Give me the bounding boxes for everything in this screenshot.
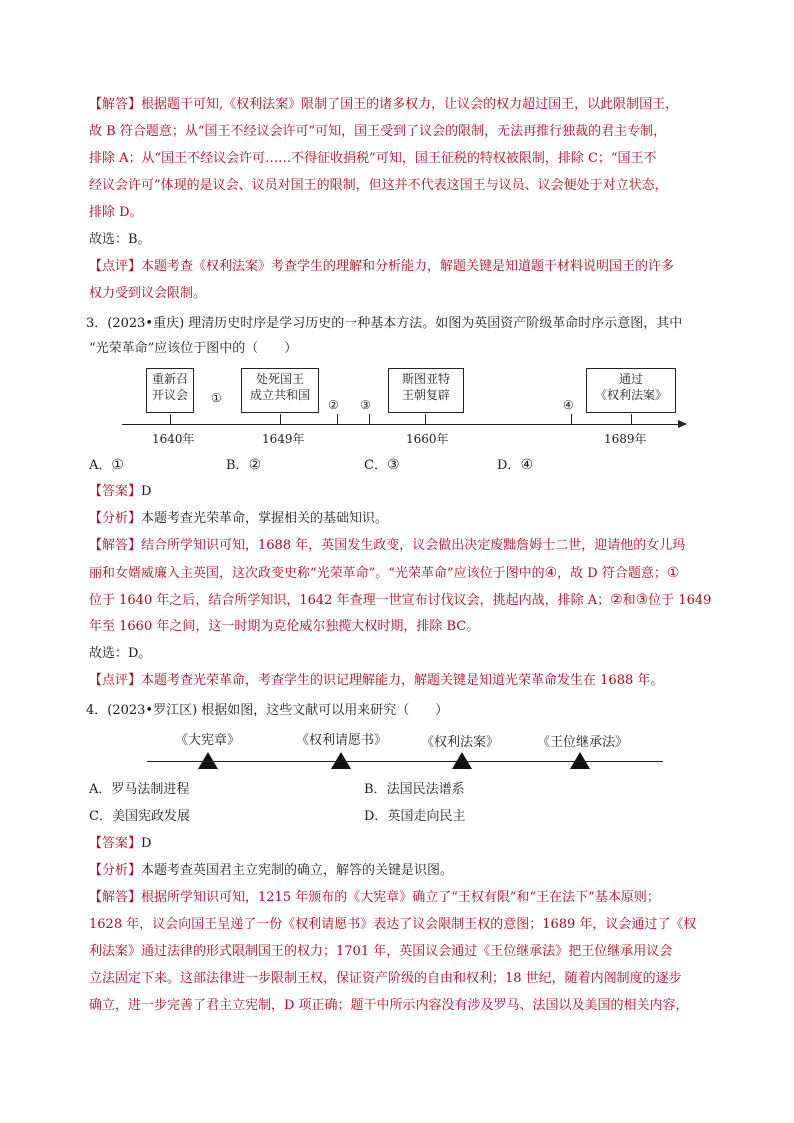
q3-option-d: D．④ [497, 457, 533, 473]
tl-year-3: 1660年 [406, 432, 449, 446]
q4-solution-1: 【解答】根据所学知识可知，1215 年颁布的《大宪章》确立了“王权有限”和“王在法下”基本原则； [89, 890, 660, 905]
tl-tick [369, 414, 370, 424]
tl-arrow-icon [678, 420, 687, 428]
q3-solution-3: 位于 1640 年之后，结合所学知识，1642 年查理一世宣布讨伐议会，挑起内战，排除 A；②和③位于 1649 [89, 592, 712, 608]
q4-solution-5: 确立，进一步完善了君主立宪制，D 项正确；题干中所示内容没有涉及罗马、法国以及美国的相关内容， [89, 998, 689, 1013]
q4-doc-3: 《权利法案》 [421, 735, 500, 750]
q3-solution-4: 年至 1660 年之间，这一时期为克伦威尔独揽大权时期，排除 BC。 [89, 619, 480, 634]
tl-year-2: 1649年 [262, 432, 305, 446]
tl-tick [631, 414, 632, 424]
answer-line-1: 【解答】根据题干可知,《权利法案》限制了国王的诸多权力，让议会的权力超过国王，以此限制国王， [89, 97, 679, 112]
tl-marker-2: ② [328, 398, 339, 412]
tl-marker-1: ① [211, 391, 222, 405]
tl-event-1: 重新召 开议会 [146, 368, 194, 413]
q3-solution-1: 【解答】结合所学知识可知，1688 年，英国发生政变，议会做出决定废黜詹姆士二世，迎请他的女儿玛 [89, 538, 686, 553]
comment-tag: 【点评】 [89, 259, 142, 274]
answer-line-5: 排除 D。 [89, 205, 143, 220]
q4-solution-3: 利法案》通过法律的形式限制国王的权力；1701 年，英国议会通过《王位继承法》把王位继承用议会 [89, 944, 673, 959]
tl-tick [571, 414, 572, 424]
q4-solution-2: 1628 年，议会向国王呈递了一份《权利请愿书》表达了议会限制王权的意图；1689 年，议会通过了《权 [89, 917, 697, 932]
q4-option-c: C．美国宪政发展 [89, 809, 190, 824]
q3-answer: 【答案】D [89, 484, 152, 499]
q3-stem-2: “光荣革命”应该位于图中的（ ） [89, 341, 298, 356]
answer-line-2: 故 B 符合题意；从“国王不经议会许可”可知，国王受到了议会的限制，无法再推行独裁的君主专制， [89, 124, 667, 139]
tl-event-2: 处死国王 成立共和国 [241, 368, 319, 413]
tl-event-4: 通过 《权利法案》 [586, 368, 676, 413]
answer-line-3: 排除 A；从“国王不经议会许可……不得征收捐税”可知，国王征税的特权被限制，排除 C；“国王不 [89, 151, 657, 166]
tl-event-3: 斯图亚特 王朝复辟 [388, 368, 464, 413]
tl-marker-3: ③ [360, 398, 371, 412]
tl-tick [425, 414, 426, 424]
q3-stem-1: 3．(2023•重庆) 理清历史时序是学习历史的一种基本方法。如图为英国资产阶级革命时序示意图，其中 [86, 316, 683, 331]
tl-tick [170, 414, 171, 424]
q3-option-c: C．③ [364, 457, 400, 473]
tl-axis [122, 424, 680, 425]
q4-option-d: D．英国走向民主 [364, 809, 466, 824]
comment-line-1: 【点评】本题考查《权利法案》考查学生的理解和分析能力，解题关键是知道题干材料说明国王的许多 [89, 259, 675, 274]
answer-tag: 【解答】 [89, 97, 142, 112]
q3-analysis: 【分析】本题考查光荣革命，掌握相关的基础知识。 [89, 511, 389, 526]
q3-solution-2: 丽和女婿威廉入主英国，这次政变史称“光荣革命”。“光荣革命”应该位于图中的④，故 D 符合题意；① [89, 565, 680, 581]
comment-line-2: 权力受到议会限制。 [89, 286, 207, 301]
q4-option-a: A．罗马法制进程 [89, 782, 190, 797]
q4-stem: 4．(2023•罗江区) 根据如图，这些文献可以用来研究（ ） [86, 703, 449, 718]
q4-doc-4: 《王位继承法》 [537, 735, 629, 750]
q4-option-b: B．法国民法谱系 [364, 782, 465, 797]
tl-year-1: 1640年 [152, 432, 195, 446]
tl-year-4: 1689年 [604, 432, 647, 446]
q4-answer: 【答案】D [89, 836, 152, 851]
choice-line: 故选：B。 [89, 232, 151, 247]
q4-doc-1: 《大宪章》 [175, 733, 241, 748]
q3-option-a: A．① [89, 457, 124, 473]
q4-doc-2: 《权利请愿书》 [296, 733, 388, 748]
tl-tick [280, 414, 281, 424]
q3-choice: 故选：D。 [89, 646, 152, 661]
q4-solution-4: 立法固定下来。这部法律进一步限制王权，保证资产阶级的自由和权利；18 世纪，随着内阁制度的逐步 [89, 971, 682, 986]
tl-marker-4: ④ [563, 398, 574, 412]
q3-option-b: B．② [226, 457, 262, 473]
q4-axis [147, 761, 663, 762]
answer-line-4: 经议会许可”体现的是议会、议员对国王的限制，但这并不代表这国王与议员、议会便处于对立状态， [89, 178, 668, 193]
tl-tick [337, 414, 338, 424]
q4-analysis: 【分析】本题考查英国君主立宪制的确立，解答的关键是识图。 [89, 863, 454, 878]
q3-comment: 【点评】本题考查光荣革命，考查学生的识记理解能力，解题关键是知道光荣革命发生在 1688 年。 [89, 673, 664, 688]
